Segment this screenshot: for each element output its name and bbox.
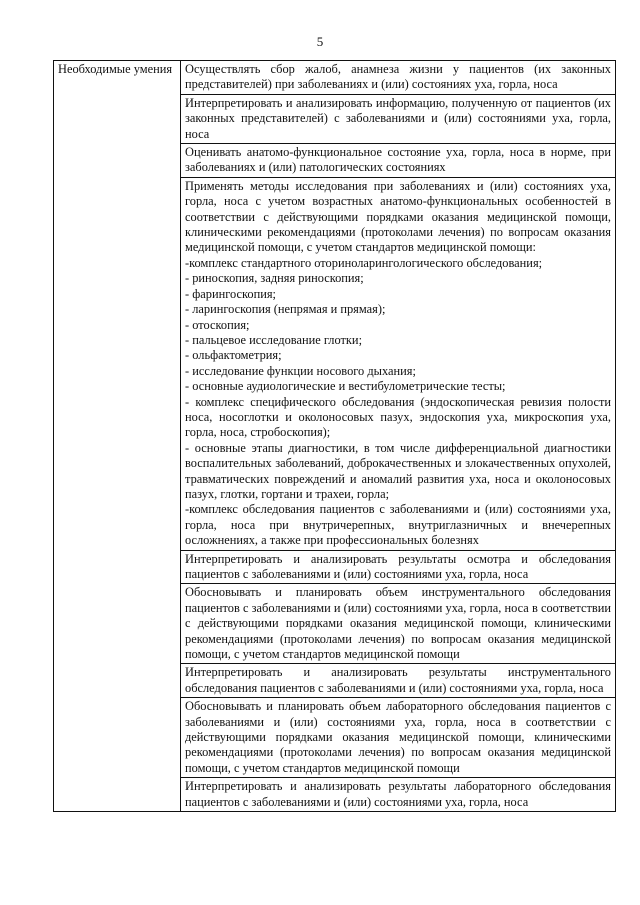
table-cell <box>181 177 616 550</box>
cell-paragraph: Интерпретировать и анализировать информацию, полученную от пациентов (их законных представителей) с заболеваниями и (или) состояниями уха, горла, носа <box>185 95 611 141</box>
cell-paragraph: Интерпретировать и анализировать результаты лабораторного обследования пациентов с заболеваниями и (или) состояниями уха, горла, носа <box>185 779 611 809</box>
cell-paragraph: Обосновывать и планировать объем инструментального обследования пациентов с заболеваниями и (или) состояниями уха, горла, носа в соответствии с действующими порядками оказания медицинской помощи, клиническими рекомендациями (протоколами лечения) по вопросам оказания медицинской помощи, с учетом стандартов медицинской помощи <box>185 585 611 662</box>
list-item: - фарингоскопия; <box>185 286 276 301</box>
table-cell <box>181 61 616 95</box>
cell-paragraph: Обосновывать и планировать объем лабораторного обследования пациентов с заболеваниями и (или) состояниями уха, горла, носа в соответствии с действующими порядками оказания медицинской помощи, клиническими рекомендациями (протоколами лечения) по вопросам оказания медицинской помощи, с учетом стандартов медицинской помощи <box>185 699 611 775</box>
table-cell <box>181 550 616 584</box>
page-number: 5 <box>316 34 324 49</box>
table-cell <box>181 584 616 664</box>
cell-paragraph: Интерпретировать и анализировать результаты инструментального обследования пациентов с заболеваниями и (или) состояниями уха, горла, носа <box>185 665 611 695</box>
table-cell <box>181 144 616 178</box>
list-item: - отоскопия; <box>185 317 250 332</box>
table-cell <box>181 664 616 698</box>
section-label: Необходимые умения <box>54 61 181 812</box>
skills-table <box>53 60 616 812</box>
list-item: -комплекс обследования пациентов с заболеваниями и (или) состояниями уха, горла, носа при внутричерепных, внутриглазничных и внечерепных осложнениях, а также при профессиональных болезнях <box>185 502 611 548</box>
list-item: - ольфактометрия; <box>185 348 282 363</box>
table-cell <box>181 698 616 778</box>
list-item: - ларингоскопия (непрямая и прямая); <box>185 302 386 317</box>
cell-paragraph: Оценивать анатомо-функциональное состояние уха, горла, носа в норме, при заболеваниях и (или) патологических состояниях <box>185 145 611 175</box>
list-item: - основные этапы диагностики, в том числе дифференциальной диагностики воспалительных заболеваний, доброкачественных и злокачественных опухолей, травматических повреждений и аномалий развития уха, носа и околоносовых пазух, глотки, гортани и трахеи, горла; <box>185 440 611 501</box>
cell-paragraph: Осуществлять сбор жалоб, анамнеза жизни у пациентов (их законных представителей) при заболеваниях и (или) состояниях уха, горла, носа <box>185 62 611 92</box>
list-item: -комплекс стандартного оториноларингологического обследования; <box>185 255 543 270</box>
list-item: - риноскопия, задняя риноскопия; <box>185 271 364 286</box>
table-cell <box>181 94 616 143</box>
list-item: - основные аудиологические и вестибулометрические тесты; <box>185 379 506 394</box>
cell-paragraph: Интерпретировать и анализировать результаты осмотра и обследования пациентов с заболеваниями и (или) состояниями уха, горла, носа <box>185 551 611 581</box>
list-item: - исследование функции носового дыхания; <box>185 363 416 378</box>
list-item: - комплекс специфического обследования (эндоскопическая ревизия полости носа, носоглотки и околоносовых пазух, эндоскопия уха, микроскопия уха, горла, носа, стробоскопия); <box>185 394 611 440</box>
table-cell <box>181 778 616 812</box>
table-row <box>54 61 616 95</box>
list-item: - пальцевое исследование глотки; <box>185 332 363 347</box>
cell-paragraph: Применять методы исследования при заболеваниях и (или) состояниях уха, горла, носа с учетом возрастных анатомо-функциональных особенностей в соответствии с действующими порядками оказания медицинской помощи, клиническими рекомендациями (протоколами лечения) по вопросам оказания медицинской помощи, с учетом стандартов медицинской помощи: <box>185 178 611 255</box>
